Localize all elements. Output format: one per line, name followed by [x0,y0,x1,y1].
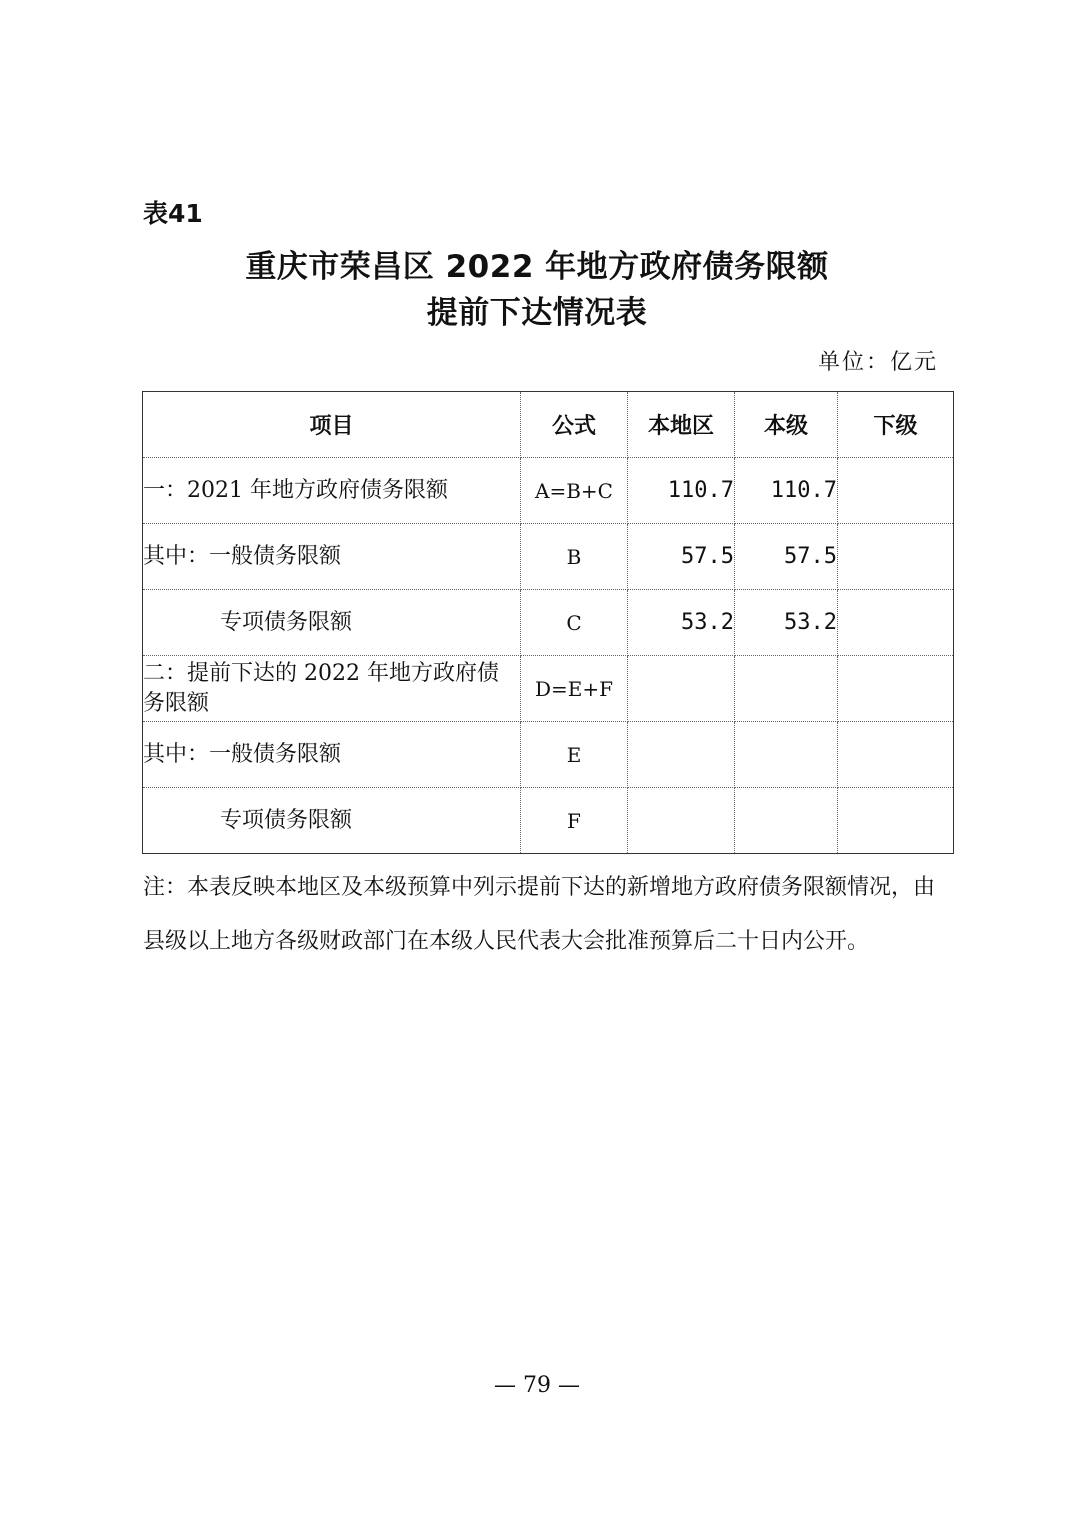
title-line-1: 重庆市荣昌区 2022 年地方政府债务限额 [245,249,829,285]
header-formula: 公式 [521,392,628,458]
table-row [143,524,954,590]
row-region-value [628,656,735,722]
row-level-value [735,788,838,854]
row-sub-value [838,656,954,722]
row-item: 二：提前下达的 2022 年地方政府债务限额 [143,656,521,722]
table-row [143,788,954,854]
page-number-text: — 79 — [494,1373,580,1398]
header-region: 本地区 [628,392,735,458]
row-sub-value [838,722,954,788]
row-formula: D=E+F [521,656,628,722]
row-sub-value [838,788,954,854]
row-formula: E [521,722,628,788]
header-sub: 下级 [838,392,954,458]
table-row [143,458,954,524]
table-note: 注：本表反映本地区及本级预算中列示提前下达的新增地方政府债务限额情况，由县级以上地方各级财政部门在本级人民代表大会批准预算后二十日内公开。 [143,875,936,954]
row-level-value: 110.7 [735,458,838,524]
row-level-value: 53.2 [735,590,838,656]
row-item: 其中：一般债务限额 [143,524,521,590]
row-region-value: 57.5 [628,524,735,590]
table-label: 表41 [143,199,203,228]
table-header-row [143,392,954,458]
row-item: 其中：一般债务限额 [143,722,521,788]
header-item: 项目 [143,392,521,458]
header-level: 本级 [735,392,838,458]
row-formula: C [521,590,628,656]
row-sub-value [838,590,954,656]
unit-label: 单位：亿元 [817,350,938,375]
row-region-value: 110.7 [628,458,735,524]
row-formula: F [521,788,628,854]
debt-limit-table [142,391,954,854]
row-region-value [628,722,735,788]
row-level-value: 57.5 [735,524,838,590]
row-formula: B [521,524,628,590]
row-formula: A=B+C [521,458,628,524]
row-region-value [628,788,735,854]
row-item: 专项债务限额 [143,590,521,656]
page-number [0,1371,1074,1401]
table-row [143,590,954,656]
row-sub-value [838,524,954,590]
row-region-value: 53.2 [628,590,735,656]
row-level-value [735,656,838,722]
document-title [0,244,1074,336]
row-item: 专项债务限额 [143,788,521,854]
row-level-value [735,722,838,788]
table-row [143,722,954,788]
table-row [143,656,954,722]
title-line-2: 提前下达情况表 [426,295,648,331]
row-sub-value [838,458,954,524]
row-item: 一：2021 年地方政府债务限额 [143,458,521,524]
